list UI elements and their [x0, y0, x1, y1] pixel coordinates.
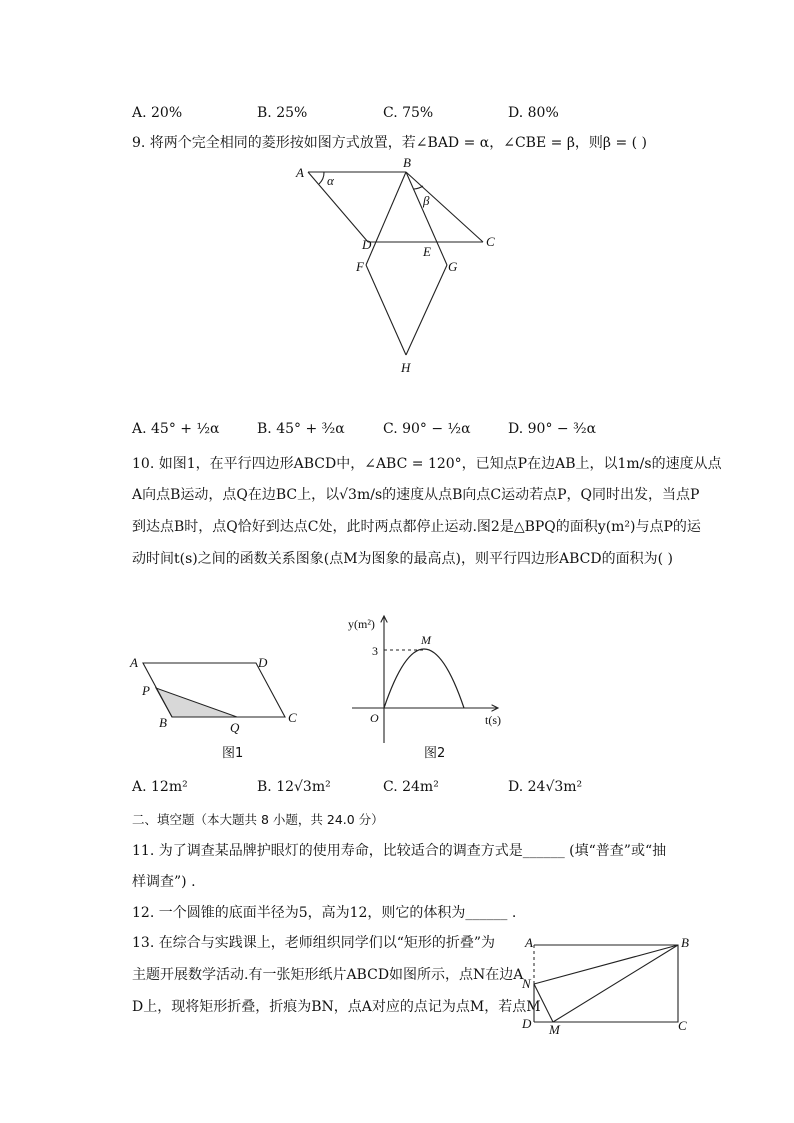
q10-option-c: C. 24m² [383, 779, 439, 795]
fig1-label-d: D [258, 655, 268, 670]
q9-label-e: E [423, 244, 431, 259]
fig1-label-a: A [130, 655, 138, 670]
q9-label-a: A [296, 165, 304, 180]
q13-label-c: C [678, 1018, 687, 1033]
q10-line-4: 动时间t(s)之间的函数关系图象(点M为图象的最高点)，则平行四边形ABCD的面积为( ) [132, 551, 673, 567]
crease-bn [534, 945, 678, 984]
q13-label-b: B [681, 935, 689, 950]
q13-line-2: 主题开展数学活动.有一张矩形纸片ABCD如图所示，点N在边A [132, 967, 524, 983]
q10-figure-1 [125, 650, 310, 740]
q13-line-1: 13. 在综合与实践课上，老师组织同学们以“矩形的折叠”为 [132, 935, 496, 951]
q9-label-b: B [403, 155, 411, 170]
q13-label-d: D [522, 1016, 532, 1031]
q9-edge-fh [366, 265, 406, 355]
fig2-x-label: t(s) [485, 713, 501, 727]
q11-line-1: 11. 为了调查某品牌护眼灯的使用寿命，比较适合的调查方式是______ (填“普查”或“抽 [132, 843, 667, 859]
fig2-y-label: y(m²) [348, 617, 375, 631]
q10-option-d: D. 24√3m² [508, 779, 583, 795]
q10-line-3: 到达点B时，点Q恰好到达点C处，此时两点都停止运动.图2是△BPQ的面积y(m²)与点P的运 [132, 519, 701, 535]
fig2-peak-label: M [421, 633, 431, 647]
q9-stem: 9. 将两个完全相同的菱形按如图方式放置，若∠BAD = α，∠CBE = β，则β = ( ) [132, 135, 648, 151]
fig1-caption: 图1 [222, 746, 244, 761]
q10-option-a: A. 12m² [132, 779, 188, 795]
q13-label-m: M [549, 1022, 560, 1037]
segment-mb [553, 945, 678, 1022]
fig2-caption: 图2 [424, 746, 446, 761]
q13-label-n: N [522, 976, 531, 991]
fig1-label-b: B [159, 715, 167, 730]
q13-label-a: A [525, 935, 533, 950]
q9-edge-ad [308, 172, 368, 242]
q9-edge-bc [406, 172, 483, 242]
q9-option-b: B. 45° + ³⁄₂α [257, 421, 345, 437]
q9-figure [290, 155, 510, 380]
segment-nm [534, 984, 553, 1022]
q8-option-d: D. 80% [508, 105, 559, 121]
q8-option-c: C. 75% [383, 105, 434, 121]
beta-arc [414, 186, 423, 189]
q10-line-1: 10. 如图1，在平行四边形ABCD中，∠ABC = 120°，已知点P在边AB上，以1m/s的速度从点 [132, 456, 722, 472]
q9-option-c: C. 90° − ½α [383, 421, 471, 437]
q8-option-a: A. 20% [132, 105, 183, 121]
rect-top-right-bottom [534, 945, 678, 1022]
q13-line-3: D上，现将矩形折叠，折痕为BN，点A对应的点记为点M，若点M [132, 999, 541, 1015]
fig2-origin: O [370, 711, 379, 725]
q9-label-h: H [401, 360, 411, 375]
alpha-arc [319, 172, 324, 184]
q9-label-g: G [448, 259, 458, 274]
q10-line-2: A向点B运动，点Q在边BC上，以√3m/s的速度从点B向点C运动若点P，Q同时出发，当点P [132, 487, 700, 503]
q9-label-alpha: α [327, 173, 334, 188]
q9-option-a: A. 45° + ½α [132, 421, 220, 437]
q9-label-beta: β [423, 193, 430, 208]
fig1-label-q: Q [230, 720, 240, 735]
section-2-heading: 二、填空题（本大题共 8 小题，共 24.0 分） [132, 812, 384, 827]
q12-stem: 12. 一个圆锥的底面半径为5，高为12，则它的体积为______ . [132, 905, 517, 921]
fig1-label-c: C [288, 710, 297, 725]
q13-figure [518, 930, 698, 1038]
fig2-curve [384, 649, 464, 708]
q9-label-d: D [362, 237, 372, 252]
q9-label-c: C [486, 234, 495, 249]
q8-option-b: B. 25% [257, 105, 308, 121]
q11-line-2: 样调查”) . [132, 874, 196, 890]
q9-option-d: D. 90° − ³⁄₂α [508, 421, 597, 437]
q9-edge-bf [366, 172, 406, 265]
q10-option-b: B. 12√3m² [257, 779, 331, 795]
triangle-bpq [156, 688, 237, 717]
q9-label-f: F [356, 259, 364, 274]
fig2-peak-value: 3 [372, 644, 378, 658]
fig1-label-p: P [142, 683, 150, 698]
q10-figure-2 [340, 608, 515, 748]
q9-edge-gh [406, 265, 447, 355]
